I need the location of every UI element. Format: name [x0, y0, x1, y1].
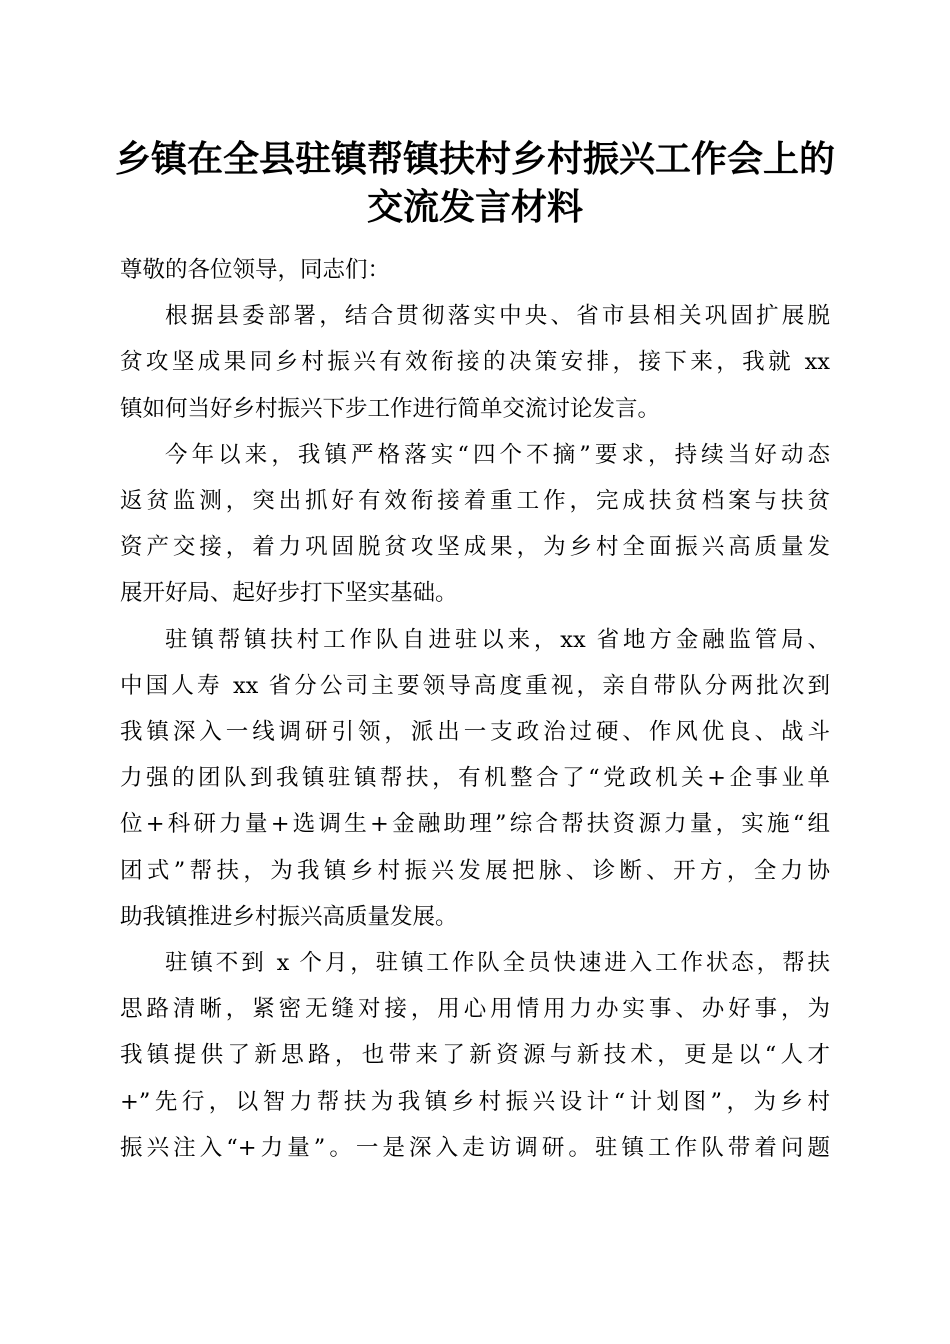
paragraph-2	[120, 432, 830, 617]
paragraph-1	[120, 293, 830, 432]
salutation: 尊敬的各位领导，同志们：	[120, 257, 391, 283]
paragraph-line: 资产交接，着力巩固脱贫攻坚成果，为乡村全面振兴高质量发	[120, 534, 830, 561]
paragraph-line: 贫攻坚成果同乡村振兴有效衔接的决策安排，接下来，我就 xx	[120, 349, 830, 376]
paragraph-line: 中国人寿 xx 省分公司主要领导高度重视，亲自带队分两批次到	[120, 672, 830, 699]
paragraph-line: 根据县委部署，结合贯彻落实中央、省市县相关巩固扩展脱	[165, 303, 830, 330]
paragraph-line: 位+科研力量+选调生+金融助理”综合帮扶资源力量，实施“组	[120, 811, 830, 838]
paragraph-4	[120, 940, 830, 1171]
paragraph-line: 今年以来，我镇严格落实“四个不摘”要求，持续当好动态	[165, 441, 830, 468]
paragraph-line: 返贫监测，突出抓好有效衔接着重工作，完成扶贫档案与扶贫	[120, 488, 830, 515]
document-title-line-2: 交流发言材料	[366, 186, 583, 228]
paragraph-line: 镇如何当好乡村振兴下步工作进行简单交流讨论发言。	[120, 395, 661, 422]
paragraph-3	[120, 617, 830, 940]
paragraph-line: 团式”帮扶，为我镇乡村振兴发展把脉、诊断、开方，全力协	[120, 857, 830, 884]
paragraph-line: 我镇深入一线调研引领，派出一支政治过硬、作风优良、战斗	[120, 719, 830, 746]
document-body	[120, 247, 830, 1171]
paragraph-line: 驻镇不到 x 个月，驻镇工作队全员快速进入工作状态，帮扶	[165, 950, 830, 977]
paragraph-line: 展开好局、起好步打下坚实基础。	[120, 580, 458, 607]
paragraph-line: 我镇提供了新思路，也带来了新资源与新技术，更是以“人才	[120, 1042, 830, 1069]
paragraph-line: 助我镇推进乡村振兴高质量发展。	[120, 903, 458, 930]
paragraph-line: 思路清晰，紧密无缝对接，用心用情用力办实事、办好事，为	[120, 996, 830, 1023]
paragraph-line: +”先行，以智力帮扶为我镇乡村振兴设计“计划图”，为乡村	[120, 1088, 830, 1115]
document-title-line-1: 乡镇在全县驻镇帮镇扶村乡村振兴工作会上的	[114, 138, 835, 180]
paragraph-line: 振兴注入“+力量”。一是深入走访调研。驻镇工作队带着问题	[120, 1134, 830, 1161]
paragraph-line: 力强的团队到我镇驻镇帮扶，有机整合了“党政机关+企事业单	[120, 765, 830, 792]
paragraph-line: 驻镇帮镇扶村工作队自进驻以来，xx 省地方金融监管局、	[165, 626, 830, 653]
